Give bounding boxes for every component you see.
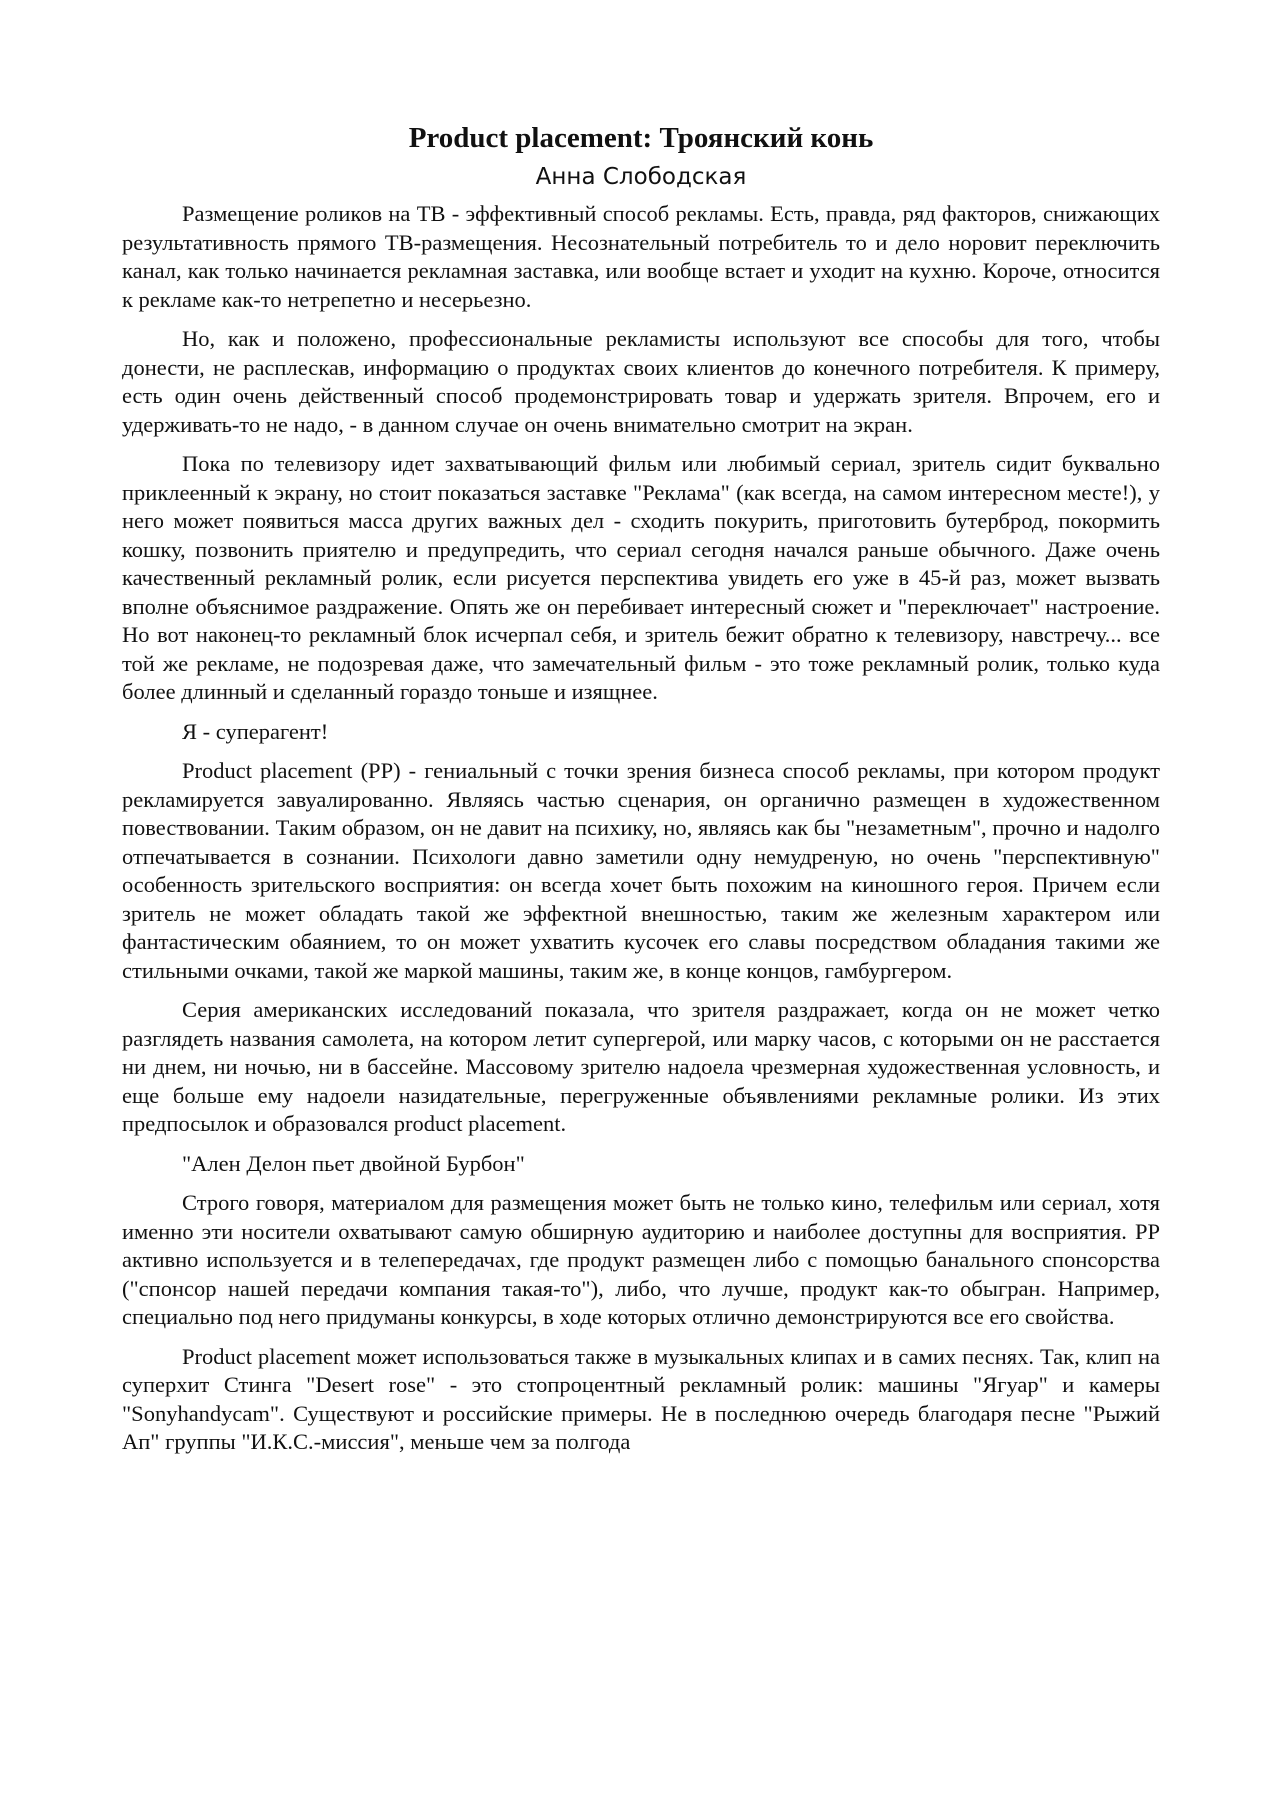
page-title: Product placement: Троянский конь (408, 122, 874, 154)
paragraph: Строго говоря, материалом для размещения может быть не только кино, телефильм или сериал, хотя именно эти носители охватывают самую обширную аудиторию и наиболее доступны для восприятия. PP активно используется и в телепередачах, где продукт размещен либо с помощью банального спонсорства ("спонсор нашей передачи компания такая-то"), либо, что лучше, продукт как-то обыгран. Например, специально под него придуманы конкурсы, в ходе которых отлично демонстрируются все его свойства. (122, 1190, 1160, 1329)
paragraph: Product placement может использоваться также в музыкальных клипах и в самих песнях. Так, клип на суперхит Стинга "Desert rose" - это стопроцентный рекламный ролик: машины "Ягуар" и камеры "Sonyhandycam". Существуют и российские примеры. Не в последнюю очередь благодаря песне "Рыжий Ап" группы "И.К.С.-миссия", меньше чем за полгода (122, 1343, 1160, 1454)
section-heading: Я - суперагент! (182, 718, 329, 744)
paragraph: Серия американских исследований показала, что зрителя раздражает, когда он не может четко разглядеть названия самолета, на котором летит супергерой, или марку часов, с которыми он не расстается ни днем, ни ночью, ни в бассейне. Массовому зрителю надоела чрезмерная художественная условность, и еще больше ему надоели назидательные, перегруженные объявлениями рекламные ролики. Из этих предпосылок и образовался product placement. (122, 997, 1160, 1136)
paragraph: Пока по телевизору идет захватывающий фильм или любимый сериал, зритель сидит буквально приклеенный к экрану, но стоит показаться заставке "Реклама" (как всегда, на самом интересном месте!), у него может появиться масса других важных дел - сходить покурить, приготовить бутерброд, покормить кошку, позвонить приятелю и предупредить, что сериал сегодня начался раньше обычного. Даже очень качественный рекламный ролик, если рисуется перспектива увидеть его уже в 45-й раз, может вызвать вполне объяснимое раздражение. Опять же он перебивает интересный сюжет и "переключает" настроение. Но вот наконец-то рекламный блок исчерпал себя, и зритель бежит обратно к телевизору, навстречу... все той же рекламе, не подозревая даже, что замечательный фильм - это тоже рекламный ролик, только куда более длинный и сделанный гораздо тоньше и изящнее. (122, 451, 1160, 704)
author-name: Анна Слободская (535, 164, 747, 190)
paragraph: Размещение роликов на ТВ - эффективный способ рекламы. Есть, правда, ряд факторов, снижающих результативность прямого ТВ-размещения. Несознательный потребитель то и дело норовит переключить канал, как только начинается рекламная заставка, или вообще встает и уходит на кухню. Короче, относится к рекламе как-то нетрепетно и несерьезно. (122, 201, 1160, 312)
paragraph: Product placement (PP) - гениальный с точки зрения бизнеса способ рекламы, при котором продукт рекламируется завуалированно. Являясь частью сценария, он органично размещен в художественном повествовании. Таким образом, он не давит на психику, но, являясь как бы "незаметным", прочно и надолго отпечатывается в сознании. Психологи давно заметили одну немудреную, но очень "перспективную" особенность зрительского восприятия: он всегда хочет быть похожим на киношного героя. Причем если зритель не может обладать такой же эффектной внешностью, таким же железным характером или фантастическим обаянием, то он может ухватить кусочек его славы посредством обладания такими же стильными очками, такой же маркой машины, таким же, в конце концов, гамбургером. (122, 758, 1160, 983)
paragraph: Но, как и положено, профессиональные рекламисты используют все способы для того, чтобы донести, не расплескав, информацию о продуктах своих клиентов до конечного потребителя. К примеру, есть один очень действенный способ продемонстрировать товар и удержать зрителя. Впрочем, его и удерживать-то не надо, - в данном случае он очень внимательно смотрит на экран. (122, 326, 1160, 437)
document-body (122, 120, 1160, 1468)
section-heading: "Ален Делон пьет двойной Бурбон" (182, 1150, 525, 1176)
